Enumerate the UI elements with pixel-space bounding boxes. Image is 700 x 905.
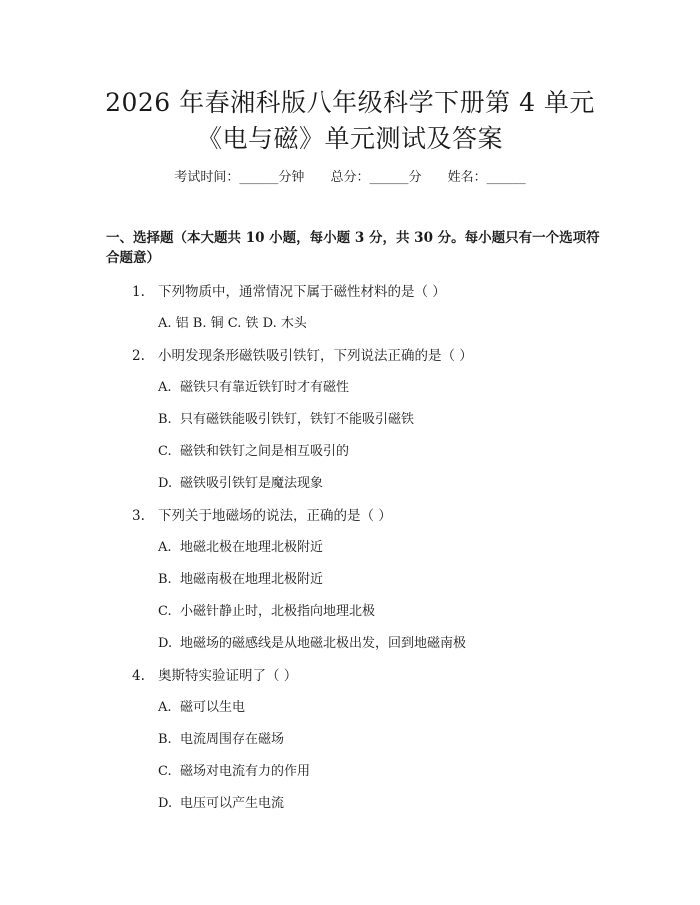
option-item xyxy=(158,538,323,558)
document-title-line1: 2026 年春湘科版八年级科学下册第 4 单元 xyxy=(105,88,595,117)
option-text: 地磁场的磁感线是从地磁北极出发，回到地磁南极 xyxy=(180,636,467,651)
option-text: 磁场对电流有力的作用 xyxy=(180,764,311,779)
option-label: A. xyxy=(158,540,172,555)
option-label: C. xyxy=(158,444,172,459)
option-text: 磁铁吸引铁钉是魔法现象 xyxy=(180,476,324,491)
option-item xyxy=(158,442,349,462)
option-label: A. xyxy=(158,380,172,395)
option-item xyxy=(158,474,323,494)
option-label: B. xyxy=(158,732,172,747)
option-label: D. xyxy=(158,636,173,651)
student-name-field: 姓名：______ xyxy=(447,170,526,185)
option-text: 小磁针静止时，北极指向地理北极 xyxy=(180,604,376,619)
option-label: A. xyxy=(158,700,172,715)
option-text: 只有磁铁能吸引铁钉，铁钉不能吸引磁铁 xyxy=(180,412,415,427)
option-label: C. xyxy=(158,764,172,779)
option-item xyxy=(158,762,310,782)
option-text: 磁铁只有靠近铁钉时才有磁性 xyxy=(180,380,350,395)
total-score-field: 总分：______分 xyxy=(330,170,422,185)
option-item xyxy=(158,570,323,590)
question-text: 下列关于地磁场的说法，正确的是（ ） xyxy=(158,508,392,524)
exam-meta xyxy=(0,168,700,188)
option-item xyxy=(158,602,375,622)
exam-time-field: 考试时间：______分钟 xyxy=(174,170,305,185)
question-1-options: A. 铝 B. 铜 C. 铁 D. 木头 xyxy=(158,316,307,331)
option-text: 地磁北极在地理北极附近 xyxy=(180,540,324,555)
option-text: 地磁南极在地理北极附近 xyxy=(180,572,324,587)
question-number: 1. xyxy=(132,284,145,300)
question-text: 下列物质中，通常情况下属于磁性材料的是（ ） xyxy=(158,284,446,300)
option-item xyxy=(158,698,245,718)
option-label: B. xyxy=(158,572,172,587)
document-title-line2: 《电与磁》单元测试及答案 xyxy=(196,124,503,153)
option-text: 磁可以生电 xyxy=(180,700,246,715)
question-number: 2. xyxy=(132,348,145,364)
option-item xyxy=(158,730,284,750)
question-text: 奥斯特实验证明了（ ） xyxy=(158,668,298,684)
option-item xyxy=(158,634,466,654)
option-text: 磁铁和铁钉之间是相互吸引的 xyxy=(180,444,350,459)
question-number: 4. xyxy=(132,668,145,684)
option-item xyxy=(158,378,349,398)
option-text: 电压可以产生电流 xyxy=(180,796,285,811)
option-label: D. xyxy=(158,796,173,811)
option-text: 电流周围存在磁场 xyxy=(180,732,285,747)
option-item xyxy=(158,794,284,814)
section-heading-line1: 一、选择题（本大题共 10 小题，每小题 3 分，共 30 分。每小题只有一个选项符 xyxy=(106,230,600,246)
question-number: 3. xyxy=(132,508,145,524)
section-heading xyxy=(106,228,606,268)
option-label: C. xyxy=(158,604,172,619)
section-heading-line2: 合题意） xyxy=(106,250,160,266)
question-text: 小明发现条形磁铁吸引铁钉，下列说法正确的是（ ） xyxy=(158,348,473,364)
option-label: B. xyxy=(158,412,172,427)
option-item xyxy=(158,410,414,430)
option-label: D. xyxy=(158,476,173,491)
